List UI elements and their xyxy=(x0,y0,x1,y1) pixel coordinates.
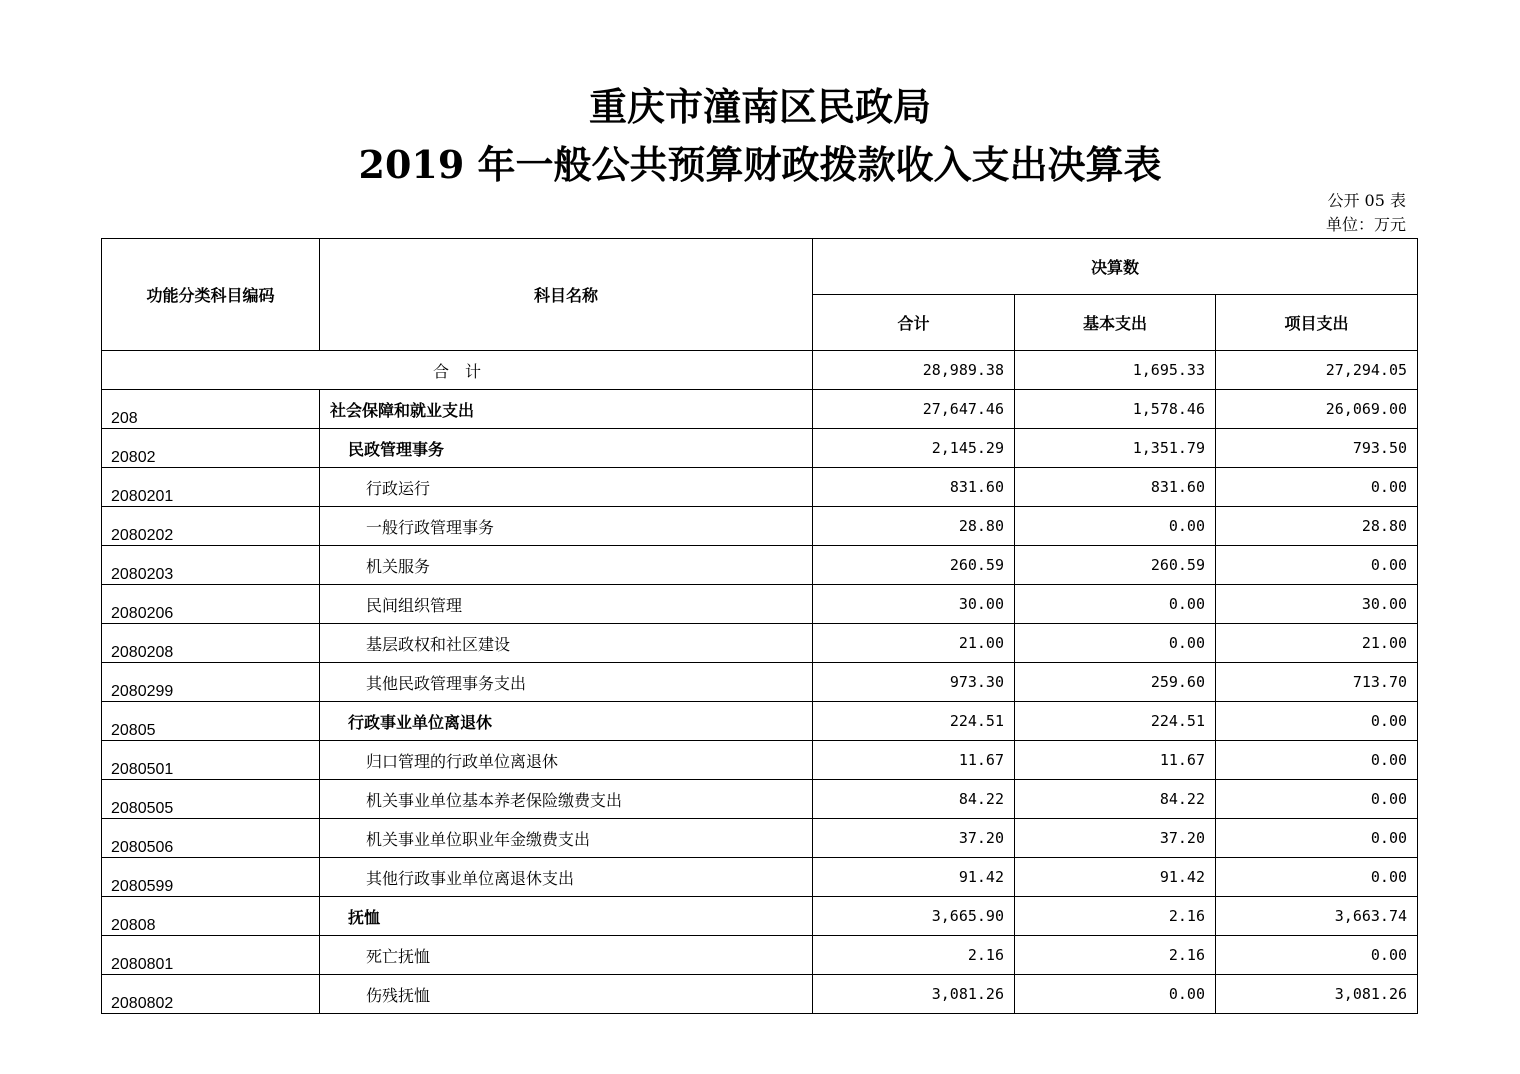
row-name: 民政管理事务 xyxy=(320,429,813,468)
row-basic: 2.16 xyxy=(1015,936,1216,975)
row-project: 30.00 xyxy=(1216,585,1418,624)
row-project: 3,663.74 xyxy=(1216,897,1418,936)
row-basic: 1,578.46 xyxy=(1015,390,1216,429)
header-total: 合计 xyxy=(813,295,1015,351)
row-basic: 0.00 xyxy=(1015,975,1216,1014)
total-row xyxy=(102,351,1418,390)
table-row xyxy=(102,780,1418,819)
row-name: 民间组织管理 xyxy=(320,585,813,624)
table-row xyxy=(102,741,1418,780)
row-code: 20805 xyxy=(102,702,320,741)
table-row xyxy=(102,429,1418,468)
row-name: 行政运行 xyxy=(320,468,813,507)
row-name: 抚恤 xyxy=(320,897,813,936)
row-name: 机关事业单位职业年金缴费支出 xyxy=(320,819,813,858)
table-row xyxy=(102,468,1418,507)
row-basic: 84.22 xyxy=(1015,780,1216,819)
row-name: 一般行政管理事务 xyxy=(320,507,813,546)
row-project: 28.80 xyxy=(1216,507,1418,546)
row-project: 713.70 xyxy=(1216,663,1418,702)
table-row xyxy=(102,663,1418,702)
row-code: 2080201 xyxy=(102,468,320,507)
row-project: 0.00 xyxy=(1216,702,1418,741)
row-project: 0.00 xyxy=(1216,936,1418,975)
row-name: 行政事业单位离退休 xyxy=(320,702,813,741)
row-total: 3,665.90 xyxy=(813,897,1015,936)
header-group: 决算数 xyxy=(813,239,1418,295)
row-project: 0.00 xyxy=(1216,858,1418,897)
table-row xyxy=(102,546,1418,585)
row-code: 208 xyxy=(102,390,320,429)
row-basic: 0.00 xyxy=(1015,507,1216,546)
row-name: 机关事业单位基本养老保险缴费支出 xyxy=(320,780,813,819)
row-total: 30.00 xyxy=(813,585,1015,624)
row-basic: 2.16 xyxy=(1015,897,1216,936)
row-name: 死亡抚恤 xyxy=(320,936,813,975)
table-body xyxy=(102,351,1418,1014)
row-basic: 0.00 xyxy=(1015,585,1216,624)
row-project: 0.00 xyxy=(1216,468,1418,507)
table-row xyxy=(102,819,1418,858)
row-total: 37.20 xyxy=(813,819,1015,858)
header-name: 科目名称 xyxy=(320,239,813,351)
row-code: 2080208 xyxy=(102,624,320,663)
row-project: 21.00 xyxy=(1216,624,1418,663)
table-row xyxy=(102,858,1418,897)
row-code: 2080599 xyxy=(102,858,320,897)
row-name: 其他民政管理事务支出 xyxy=(320,663,813,702)
row-project: 26,069.00 xyxy=(1216,390,1418,429)
table-row xyxy=(102,897,1418,936)
row-name: 社会保障和就业支出 xyxy=(320,390,813,429)
row-basic: 0.00 xyxy=(1015,624,1216,663)
row-basic: 260.59 xyxy=(1015,546,1216,585)
row-code: 20802 xyxy=(102,429,320,468)
row-total: 224.51 xyxy=(813,702,1015,741)
table-row xyxy=(102,624,1418,663)
form-number: 公开 05 表 xyxy=(1327,191,1406,210)
row-total: 2.16 xyxy=(813,936,1015,975)
row-name: 伤残抚恤 xyxy=(320,975,813,1014)
row-basic: 224.51 xyxy=(1015,702,1216,741)
row-code: 2080501 xyxy=(102,741,320,780)
table-row xyxy=(102,390,1418,429)
row-basic: 91.42 xyxy=(1015,858,1216,897)
row-code: 2080203 xyxy=(102,546,320,585)
row-project: 3,081.26 xyxy=(1216,975,1418,1014)
row-code: 2080802 xyxy=(102,975,320,1014)
row-project: 0.00 xyxy=(1216,780,1418,819)
budget-table xyxy=(101,238,1418,1014)
row-total: 831.60 xyxy=(813,468,1015,507)
total-project: 27,294.05 xyxy=(1216,351,1418,390)
row-total: 28.80 xyxy=(813,507,1015,546)
total-sum: 28,989.38 xyxy=(813,351,1015,390)
row-project: 0.00 xyxy=(1216,546,1418,585)
row-project: 0.00 xyxy=(1216,819,1418,858)
row-basic: 37.20 xyxy=(1015,819,1216,858)
row-name: 基层政权和社区建设 xyxy=(320,624,813,663)
total-label: 合 计 xyxy=(102,351,813,390)
row-project: 793.50 xyxy=(1216,429,1418,468)
row-basic: 259.60 xyxy=(1015,663,1216,702)
row-total: 27,647.46 xyxy=(813,390,1015,429)
table-row xyxy=(102,507,1418,546)
row-total: 91.42 xyxy=(813,858,1015,897)
row-total: 21.00 xyxy=(813,624,1015,663)
row-name: 机关服务 xyxy=(320,546,813,585)
table-row xyxy=(102,585,1418,624)
row-total: 973.30 xyxy=(813,663,1015,702)
row-name: 归口管理的行政单位离退休 xyxy=(320,741,813,780)
row-total: 260.59 xyxy=(813,546,1015,585)
row-code: 2080202 xyxy=(102,507,320,546)
table-row xyxy=(102,936,1418,975)
header-project: 项目支出 xyxy=(1216,295,1418,351)
table-row xyxy=(102,975,1418,1014)
row-total: 84.22 xyxy=(813,780,1015,819)
row-code: 2080506 xyxy=(102,819,320,858)
row-total: 2,145.29 xyxy=(813,429,1015,468)
row-code: 2080801 xyxy=(102,936,320,975)
row-code: 20808 xyxy=(102,897,320,936)
row-name: 其他行政事业单位离退休支出 xyxy=(320,858,813,897)
row-code: 2080505 xyxy=(102,780,320,819)
row-total: 3,081.26 xyxy=(813,975,1015,1014)
table-row xyxy=(102,702,1418,741)
unit-label: 单位：万元 xyxy=(1325,215,1406,234)
row-basic: 831.60 xyxy=(1015,468,1216,507)
page-subtitle: 2019 年一般公共预算财政拨款收入支出决算表 xyxy=(358,142,1162,187)
page-title: 重庆市潼南区民政局 xyxy=(588,84,931,129)
header-code: 功能分类科目编码 xyxy=(102,239,320,351)
row-code: 2080206 xyxy=(102,585,320,624)
row-code: 2080299 xyxy=(102,663,320,702)
row-basic: 1,351.79 xyxy=(1015,429,1216,468)
row-total: 11.67 xyxy=(813,741,1015,780)
total-basic: 1,695.33 xyxy=(1015,351,1216,390)
row-basic: 11.67 xyxy=(1015,741,1216,780)
row-project: 0.00 xyxy=(1216,741,1418,780)
header-basic: 基本支出 xyxy=(1015,295,1216,351)
